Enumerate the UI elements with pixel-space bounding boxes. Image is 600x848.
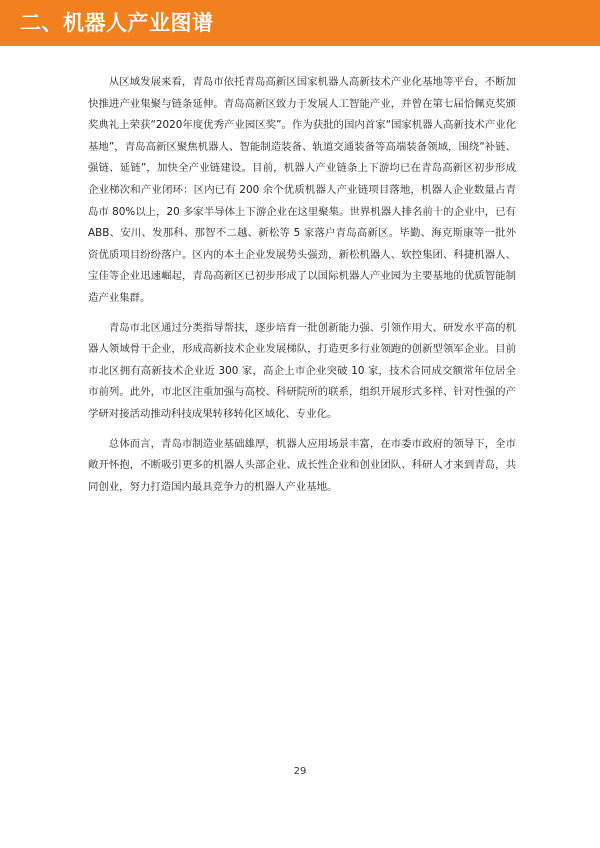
paragraph-regional-development: 从区域发展来看，青岛市依托青岛高新区国家机器人高新技术产业化基地等平台，不断加快推进产业集聚与链条延伸。青岛高新区致力于发展人工智能产业，并曾在第七届恰佩克奖颁奖典礼上荣获“2020年度优秀产业园区奖”。作为获批的国内首家“国家机器人高新技术产业化基地”，青岛高新区聚焦机器人、智能制造装备、轨道交通装备等高端装备领域，围绕“补链、强链、延链”，加快全产业链建设。目前，机器人产业链条上下游均已在青岛高新区初步形成企业梯次和产业闭环：区内已有 200 余个优质机器人产业链项目落地，机器人企业数量占青岛市 80%以上，20 多家半导体上下游企业在这里聚集。世界机器人排名前十的企业中，已有 ABB、安川、发那科、那智不二越、新松等 5 家落户青岛高新区。毕勤、海克斯康等一批外资优质项目纷纷落户。区内的本土企业发展势头强劲，新松机器人、软控集团、科捷机器人、宝佳等企业迅速崛起，青岛高新区已初步形成了以国际机器人产业园为主要基地的优质智能制造产业集群。 (88, 76, 516, 304)
section-header-bar (0, 0, 600, 46)
body-text (88, 72, 516, 506)
section-title: 二、机器人产业图谱 (20, 11, 214, 35)
paragraph-shibei-district: 青岛市北区通过分类指导帮扶，逐步培育一批创新能力强、引领作用大、研发水平高的机器人领域骨干企业，形成高新技术企业发展梯队，打造更多行业领跑的创新型领军企业。目前市北区拥有高新技术企业近 300 家，高企上市企业突破 10 家，技术合同成交额常年位居全市前列。此外，市北区注重加强与高校、科研院所的联系，组织开展形式多样、针对性强的产学研对接活动推动科技成果转移转化区域化、专业化。 (88, 321, 516, 420)
paragraph-summary: 总体而言，青岛市制造业基础雄厚，机器人应用场景丰富，在市委市政府的领导下，全市敞开怀抱，不断吸引更多的机器人头部企业、成长性企业和创业团队、科研人才来到青岛，共同创业，努力打造国内最具竞争力的机器人产业基地。 (88, 437, 516, 493)
page-number: 29 (293, 766, 307, 777)
